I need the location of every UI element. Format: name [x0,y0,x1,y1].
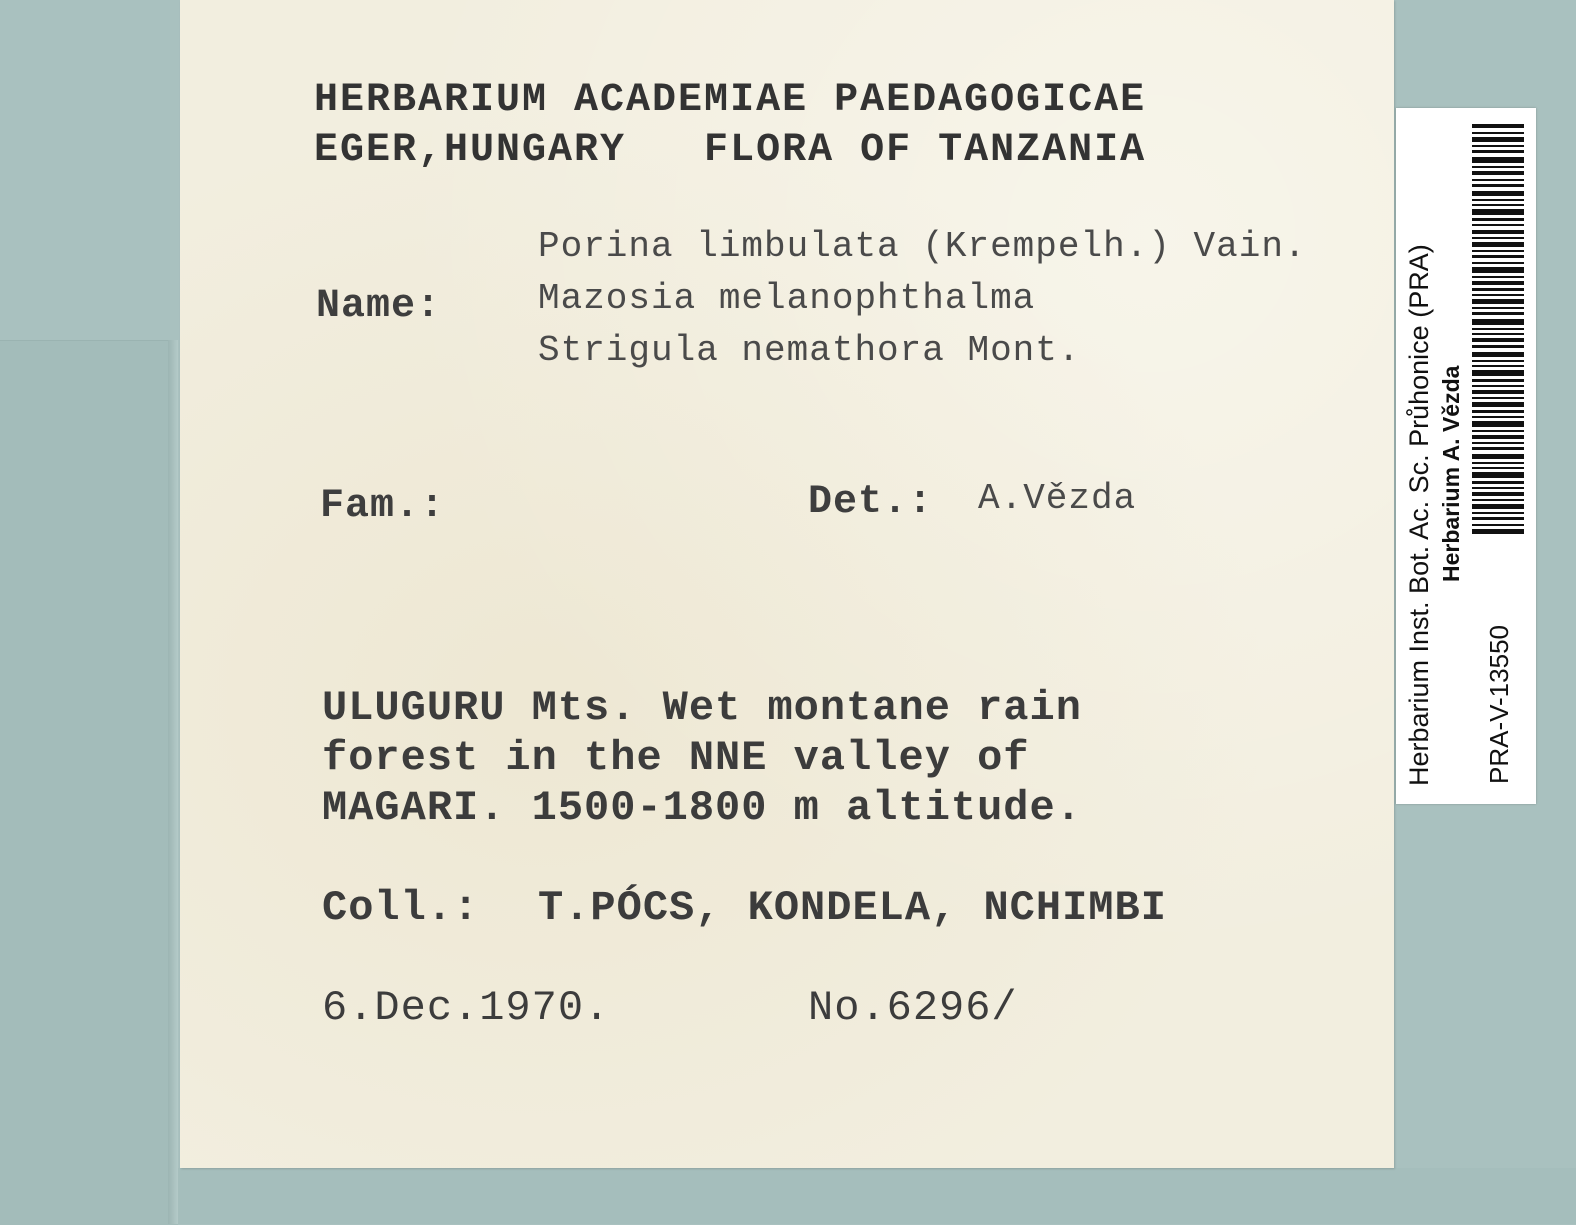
name-line-1: Porina limbulata (Krempelh.) Vain. [538,226,1307,267]
name-label: Name: [316,284,442,329]
collection-number: No.6296/ [808,984,1018,1032]
locality-line-2: forest in the NNE valley of [322,734,1030,782]
locality-line-1: ULUGURU Mts. Wet montane rain [322,684,1082,732]
collection-date: 6.Dec.1970. [322,984,611,1032]
herbarium-label [180,0,1394,1168]
background-sheet-left [0,340,178,1225]
collectors-value: T.PÓCS, KONDELA, NCHIMBI [538,884,1167,932]
determiner-label: Det.: [808,480,934,525]
barcode-specimen-id: PRA-V-13550 [1484,625,1514,784]
name-line-3: Strigula nemathora Mont. [538,330,1081,371]
barcode-collection-text: Herbarium A. Vězda [1438,365,1464,582]
barcode-institution-text: Herbarium Inst. Bot. Ac. Sc. Průhonice (PRA) [1404,244,1434,786]
barcode-icon [1472,124,1524,534]
background-sheet-bottom [178,1168,1576,1224]
header-line-2: EGER,HUNGARY FLORA OF TANZANIA [314,128,1147,173]
locality-line-3: MAGARI. 1500-1800 m altitude. [322,784,1082,832]
background-sheet-fold [168,340,178,1224]
name-line-2: Mazosia melanophthalma [538,278,1036,319]
determiner-value: A.Vězda [978,478,1137,519]
header-line-1: HERBARIUM ACADEMIAE PAEDAGOGICAE [314,78,1147,123]
collectors-label: Coll.: [322,884,480,932]
family-label: Fam.: [320,484,446,529]
